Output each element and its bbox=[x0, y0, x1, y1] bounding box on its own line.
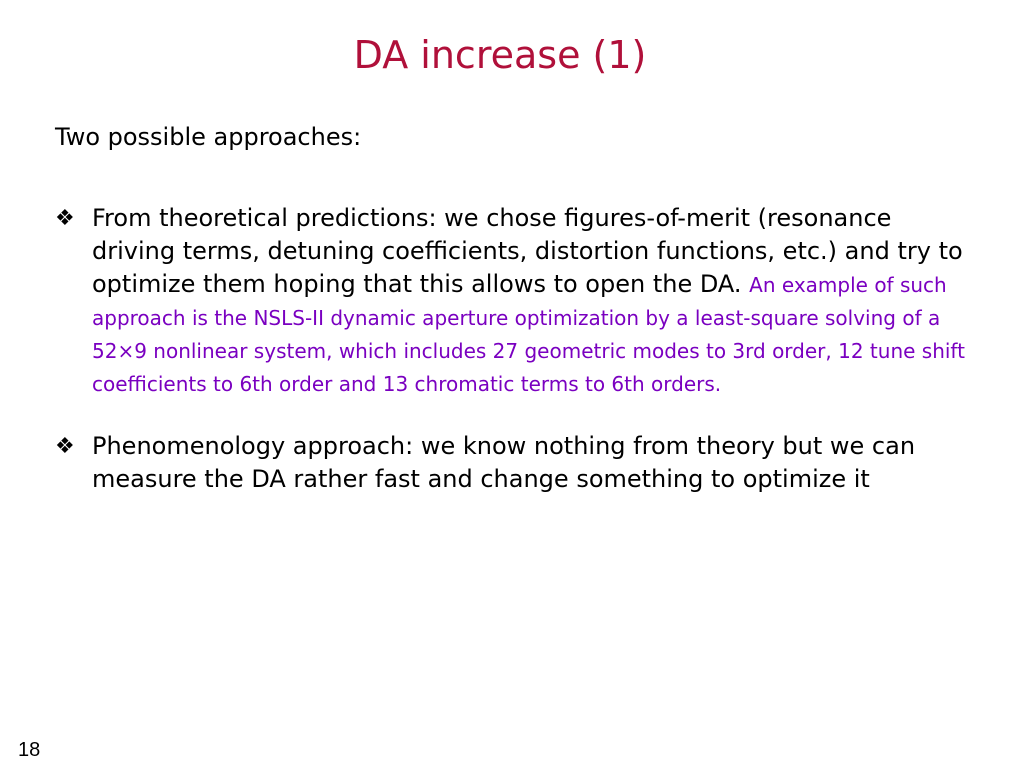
bullet-item bbox=[55, 202, 980, 400]
intro-text: Two possible approaches: bbox=[55, 123, 362, 151]
bullet-text: From theoretical predictions: we chose figures-of-merit (resonance driving terms, detuning coefficients, distortion functions, etc.) and try to optimize them hoping that this allows to open the DA. bbox=[92, 204, 963, 298]
bullet-item bbox=[55, 430, 980, 496]
slide-title: DA increase (1) bbox=[353, 33, 647, 77]
bullet-text: Phenomenology approach: we know nothing from theory but we can measure the DA rather fast and change something to optimize it bbox=[92, 432, 916, 493]
bullet-list bbox=[55, 202, 980, 496]
diamond-bullet-icon: ❖ bbox=[55, 434, 75, 459]
diamond-bullet-icon: ❖ bbox=[55, 206, 75, 231]
bullet-note: An example of such approach is the NSLS-II dynamic aperture optimization by a least-square solving of a 52×9 nonlinear system, which includes 27 geometric modes to 3rd order, 12 tune shift coefficients to 6th order and 13 chromatic terms to 6th orders. bbox=[92, 273, 965, 396]
page-number: 18 bbox=[18, 739, 41, 761]
